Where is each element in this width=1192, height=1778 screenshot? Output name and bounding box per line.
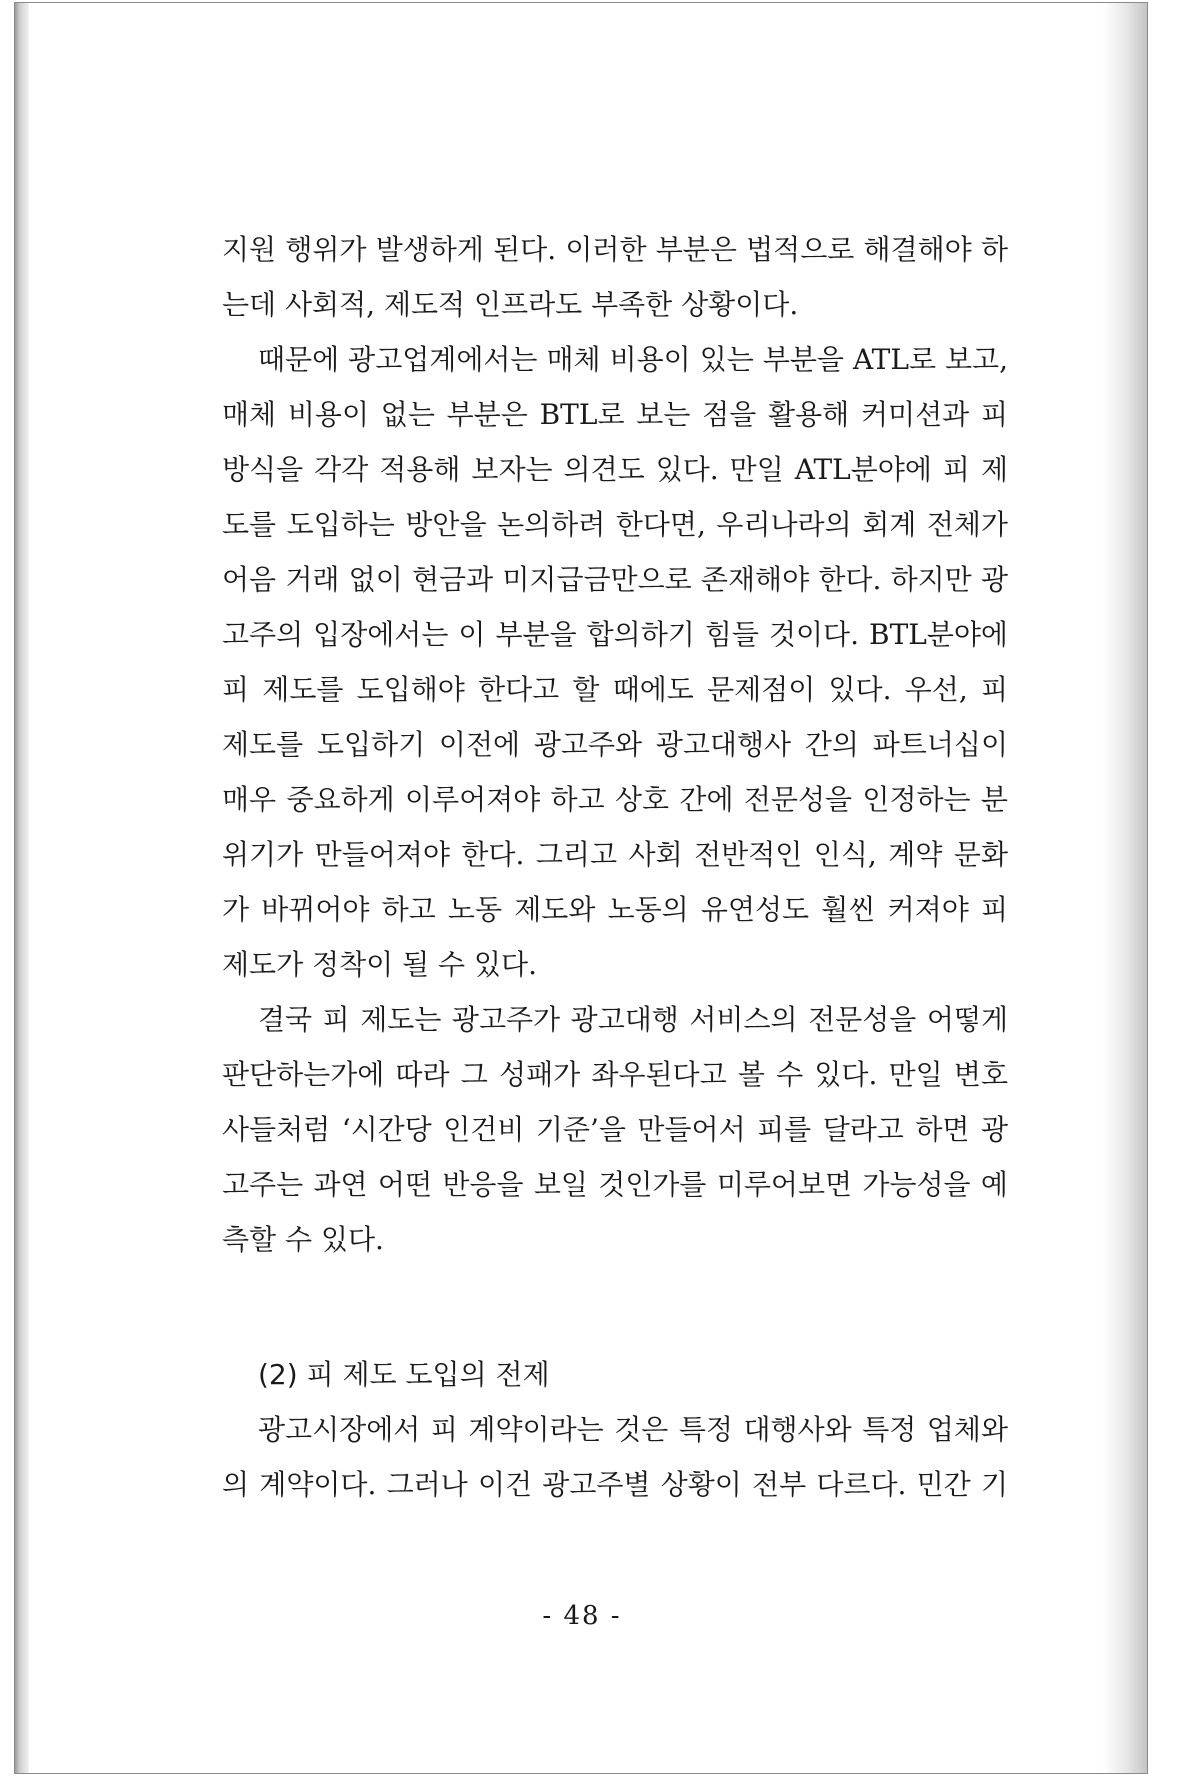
section-heading: (2) 피 제도 도입의 전제 bbox=[258, 1358, 550, 1391]
text-line: 어음 거래 없이 현금과 미지급금만으로 존재해야 한다. 하지만 광 bbox=[222, 563, 1008, 596]
page-number: - 48 - bbox=[542, 1601, 622, 1631]
text-line: 는데 사회적, 제도적 인프라도 부족한 상황이다. bbox=[222, 288, 799, 321]
text-line: 판단하는가에 따라 그 성패가 좌우된다고 볼 수 있다. 만일 변호 bbox=[222, 1058, 1008, 1091]
page-spine-shadow bbox=[15, 3, 29, 1773]
text-line: 사들처럼 ‘시간당 인건비 기준’을 만들어서 피를 달라고 하면 광 bbox=[222, 1113, 1008, 1146]
text-line: 위기가 만들어져야 한다. 그리고 사회 전반적인 인식, 계약 문화 bbox=[222, 838, 1008, 871]
text-line: 제도를 도입하기 이전에 광고주와 광고대행사 간의 파트너십이 bbox=[222, 728, 1008, 761]
text-line: 도를 도입하는 방안을 논의하려 한다면, 우리나라의 회계 전체가 bbox=[222, 508, 1008, 541]
page-edge-shadow bbox=[1103, 3, 1147, 1773]
text-line: 고주는 과연 어떤 반응을 보일 것인가를 미루어보면 가능성을 예 bbox=[222, 1168, 1008, 1201]
text-line: 가 바뀌어야 하고 노동 제도와 노동의 유연성도 훨씬 커져야 피 bbox=[222, 893, 1008, 926]
text-line: 제도가 정착이 될 수 있다. bbox=[222, 948, 537, 981]
text-line: 때문에 광고업계에서는 매체 비용이 있는 부분을 ATL로 보고, bbox=[258, 343, 1008, 376]
text-line: 측할 수 있다. bbox=[222, 1223, 384, 1256]
text-line: 지원 행위가 발생하게 된다. 이러한 부분은 법적으로 해결해야 하 bbox=[222, 233, 1008, 266]
text-line: 피 제도를 도입해야 한다고 할 때에도 문제점이 있다. 우선, 피 bbox=[222, 673, 1008, 706]
text-line: 방식을 각각 적용해 보자는 의견도 있다. 만일 ATL분야에 피 제 bbox=[222, 453, 1008, 486]
book-page bbox=[14, 2, 1148, 1774]
text-line: 고주의 입장에서는 이 부분을 합의하기 힘들 것이다. BTL분야에 bbox=[222, 618, 1008, 651]
text-line: 의 계약이다. 그러나 이건 광고주별 상황이 전부 다르다. 민간 기 bbox=[222, 1468, 1008, 1501]
text-line: 매체 비용이 없는 부분은 BTL로 보는 점을 활용해 커미션과 피 bbox=[222, 398, 1008, 431]
text-line: 매우 중요하게 이루어져야 하고 상호 간에 전문성을 인정하는 분 bbox=[222, 783, 1008, 816]
text-line: 결국 피 제도는 광고주가 광고대행 서비스의 전문성을 어떻게 bbox=[258, 1003, 1008, 1036]
text-line: 광고시장에서 피 계약이라는 것은 특정 대행사와 특정 업체와 bbox=[258, 1413, 1008, 1446]
